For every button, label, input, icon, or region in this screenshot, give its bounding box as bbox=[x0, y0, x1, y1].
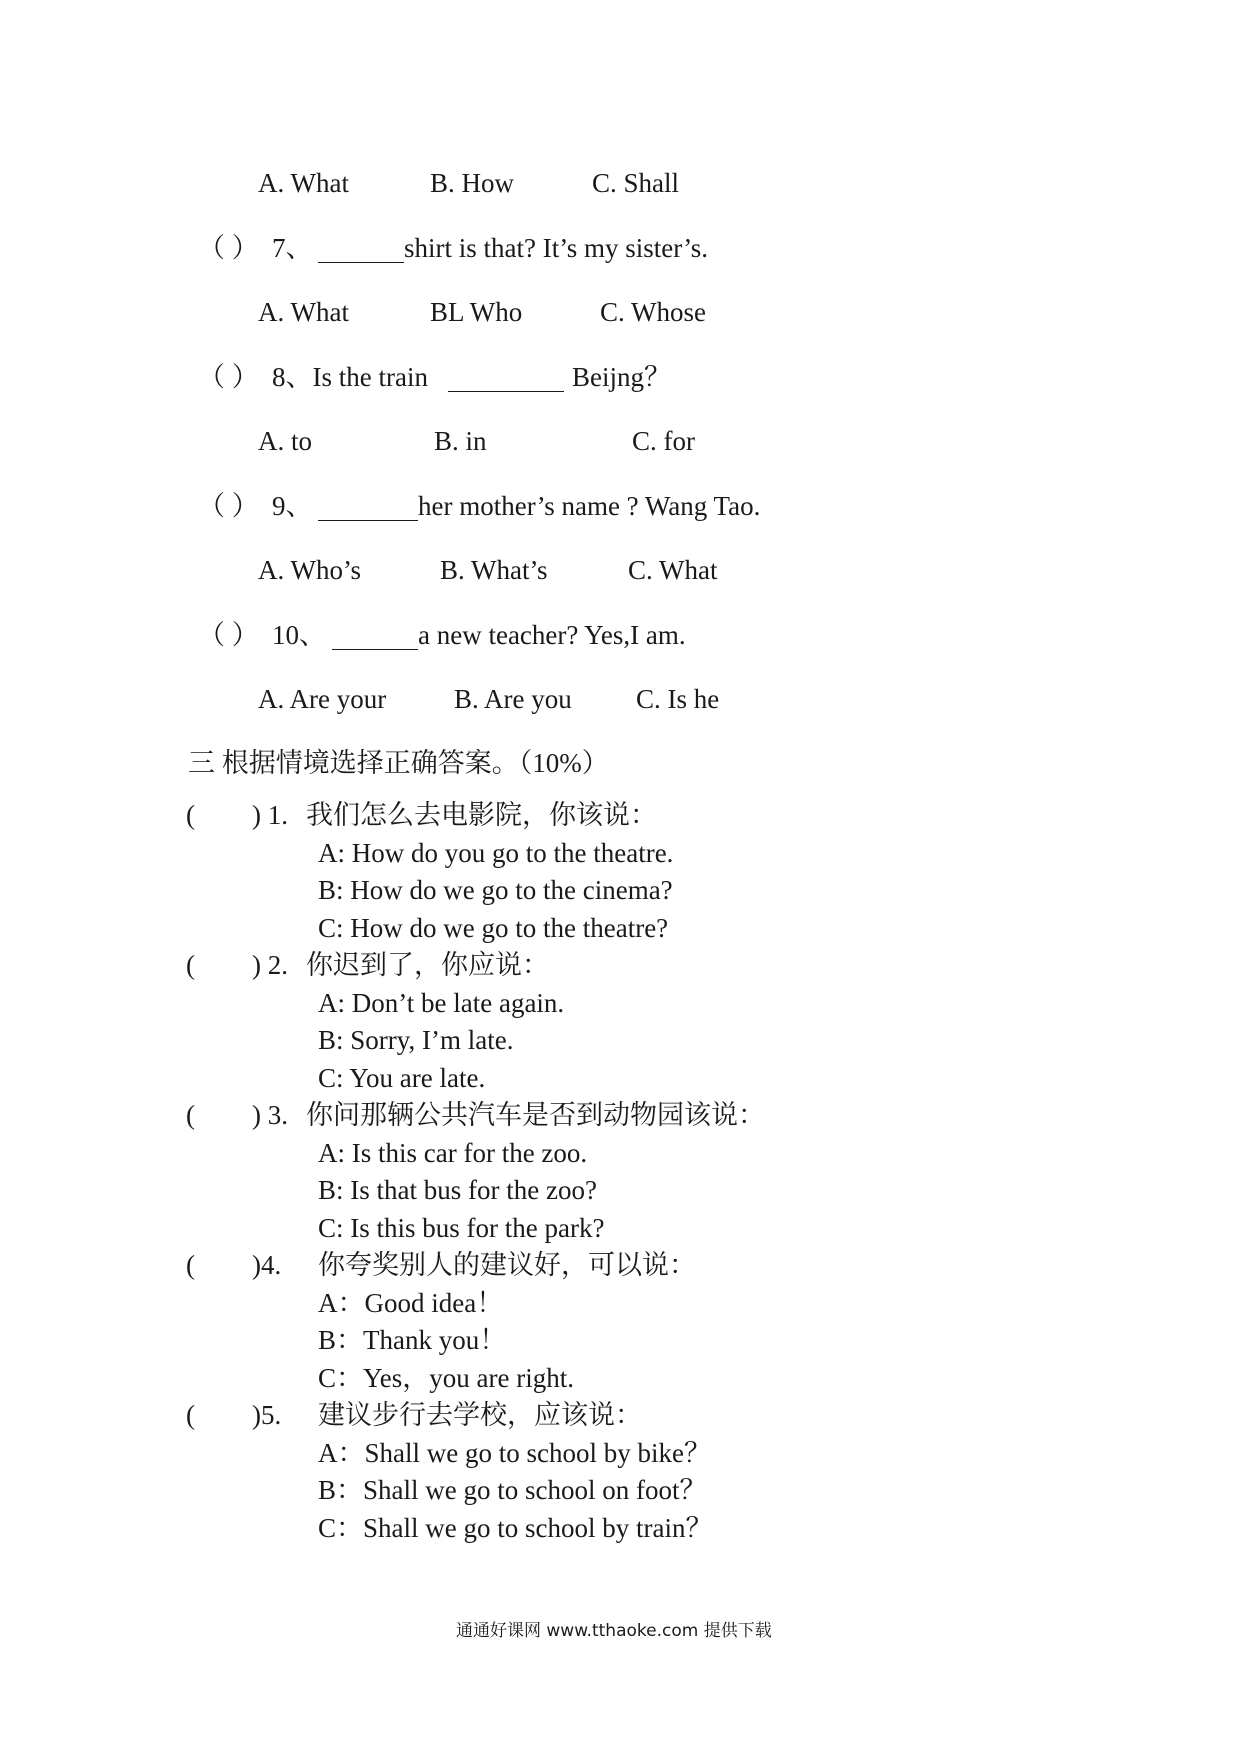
p3-q3-option-b: B: Is that bus for the zoo? bbox=[318, 1175, 597, 1205]
q10-option-a: A. Are your bbox=[258, 684, 387, 714]
p3-q5-prompt: 建议步行去学校，应该说： bbox=[318, 1400, 642, 1430]
p3-q4-number: )4. bbox=[252, 1250, 282, 1280]
q10-paren: （ ） bbox=[198, 620, 259, 650]
p3-q3-paren: ( bbox=[186, 1100, 195, 1130]
p3-q2-number: ) 2. bbox=[252, 950, 288, 980]
p3-q2-option-b: B: Sorry, I’m late. bbox=[318, 1025, 514, 1055]
page-footer: 通通好课网 www.tthaoke.com 提供下载 bbox=[456, 1621, 772, 1641]
q8-answer-blank bbox=[448, 369, 564, 392]
q7-paren: （ ） bbox=[198, 233, 259, 263]
p3-q2-option-c: C: You are late. bbox=[318, 1063, 486, 1093]
q9-option-b: B. What’s bbox=[440, 555, 548, 585]
p3-q5-option-a: A：Shall we go to school by bike？ bbox=[318, 1438, 711, 1468]
p3-q4-option-a: A：Good idea！ bbox=[318, 1288, 504, 1318]
q7-option-b: BL Who bbox=[430, 297, 523, 327]
q6-option-c: C. Shall bbox=[592, 168, 680, 198]
p3-q4-option-c: C：Yes，you are right. bbox=[318, 1363, 574, 1393]
p3-q5-paren: ( bbox=[186, 1400, 195, 1430]
p3-q1-option-a: A: How do you go to the theatre. bbox=[318, 838, 674, 868]
q8-option-b: B. in bbox=[434, 426, 487, 456]
q9-option-c: C. What bbox=[628, 555, 718, 585]
q7-answer-blank bbox=[318, 240, 404, 263]
p3-q4-paren: ( bbox=[186, 1250, 195, 1280]
q7-option-a: A. What bbox=[258, 297, 349, 327]
q6-option-a: A. What bbox=[258, 168, 349, 198]
p3-q3-option-c: C: Is this bus for the park? bbox=[318, 1213, 605, 1243]
q10-option-b: B. Are you bbox=[454, 684, 572, 714]
q8-option-a: A. to bbox=[258, 426, 312, 456]
p3-q1-number: ) 1. bbox=[252, 800, 288, 830]
p3-q4-prompt: 你夸奖别人的建议好，可以说： bbox=[318, 1250, 696, 1280]
p3-q1-prompt: 我们怎么去电影院，你该说： bbox=[306, 800, 657, 830]
q8-text: Beijng？ bbox=[572, 362, 671, 392]
q8-option-c: C. for bbox=[632, 426, 695, 456]
q6-option-b: B. How bbox=[430, 168, 515, 198]
p3-q5-option-b: B：Shall we go to school on foot？ bbox=[318, 1475, 707, 1505]
p3-q3-option-a: A: Is this car for the zoo. bbox=[318, 1138, 588, 1168]
p3-q2-option-a: A: Don’t be late again. bbox=[318, 988, 565, 1018]
p3-q3-prompt: 你问那辆公共汽车是否到动物园该说： bbox=[306, 1100, 765, 1130]
q10-answer-blank bbox=[332, 627, 418, 650]
p3-q2-prompt: 你迟到了，你应说： bbox=[306, 950, 549, 980]
q10-text: a new teacher? Yes,I am. bbox=[418, 620, 686, 650]
p3-q1-option-c: C: How do we go to the theatre? bbox=[318, 913, 669, 943]
q9-answer-blank bbox=[318, 498, 418, 521]
q7-text: shirt is that? It’s my sister’s. bbox=[404, 233, 708, 263]
q10-number: 10、 bbox=[272, 620, 326, 650]
p3-q4-option-b: B：Thank you！ bbox=[318, 1325, 507, 1355]
q9-option-a: A. Who’s bbox=[258, 555, 362, 585]
p3-q3-number: ) 3. bbox=[252, 1100, 288, 1130]
p3-q1-paren: ( bbox=[186, 800, 195, 830]
q9-number: 9、 bbox=[272, 491, 313, 521]
q9-paren: （ ） bbox=[198, 491, 259, 521]
q9-text: her mother’s name ? Wang Tao. bbox=[418, 491, 761, 521]
q8-paren: （ ） bbox=[198, 362, 259, 392]
q7-number: 7、 bbox=[272, 233, 313, 263]
p3-q5-option-c: C：Shall we go to school by train？ bbox=[318, 1513, 713, 1543]
q8-number: 8、Is the train bbox=[272, 362, 428, 392]
q7-option-c: C. Whose bbox=[600, 297, 706, 327]
q10-option-c: C. Is he bbox=[636, 684, 720, 714]
p3-q2-paren: ( bbox=[186, 950, 195, 980]
section-heading: 三 根据情境选择正确答案。（10%） bbox=[188, 748, 609, 778]
p3-q5-number: )5. bbox=[252, 1400, 282, 1430]
p3-q1-option-b: B: How do we go to the cinema? bbox=[318, 875, 673, 905]
